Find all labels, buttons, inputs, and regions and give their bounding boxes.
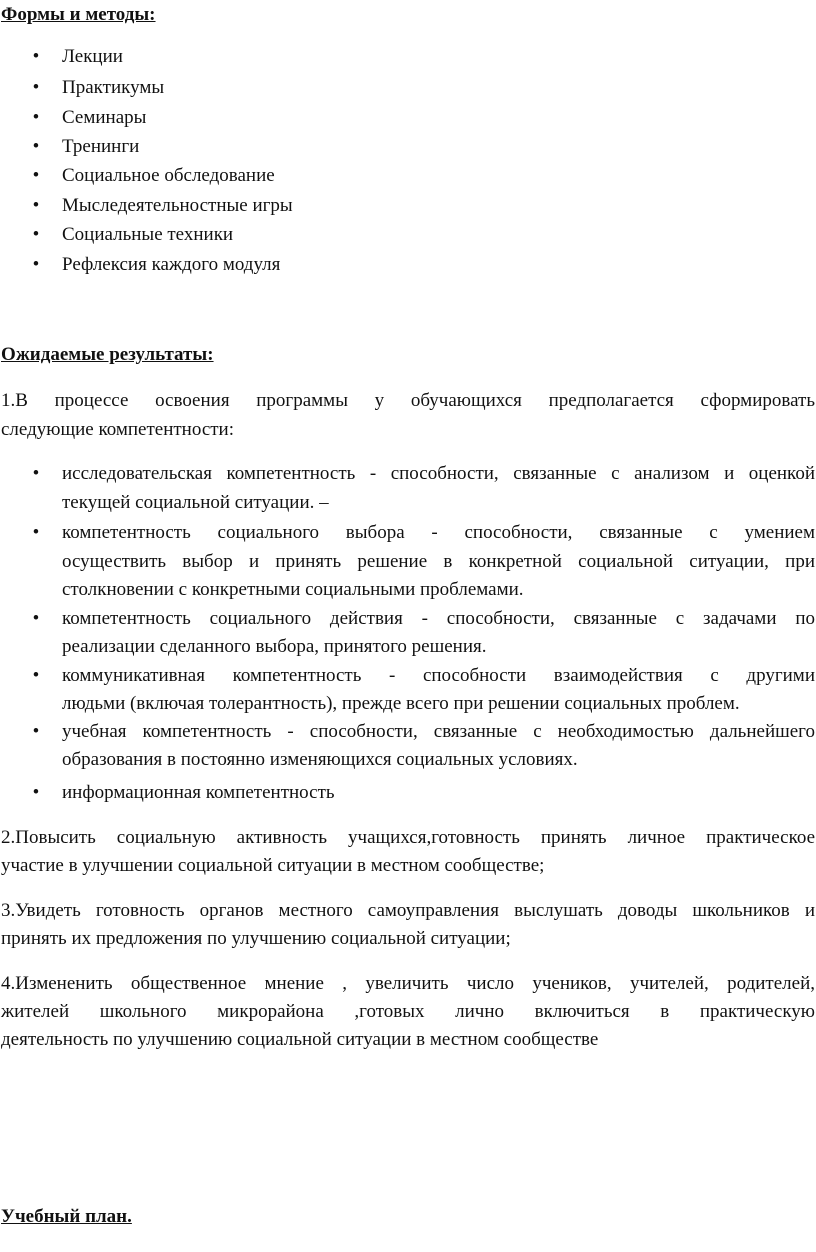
bullet-icon: • xyxy=(32,46,40,67)
bullet-icon: • xyxy=(32,721,40,742)
bullet-icon: • xyxy=(32,195,40,216)
bullet-icon: • xyxy=(32,782,40,803)
list-item-line: реализации сделанного выбора, принятого решения. xyxy=(62,636,487,657)
list-item: Социальное обследование xyxy=(62,165,275,186)
paragraph-line: следующие компетентности: xyxy=(1,419,235,440)
paragraph-line: принять их предложения по улучшению социальной ситуации; xyxy=(1,928,511,949)
list-item-line: людьми (включая толерантность), прежде всего при решении социальных проблем. xyxy=(62,693,740,714)
bullet-icon: • xyxy=(32,254,40,275)
list-item: Практикумы xyxy=(62,77,165,98)
results-heading: Ожидаемые результаты: xyxy=(1,344,214,365)
bullet-icon: • xyxy=(32,463,40,484)
list-item: Рефлексия каждого модуля xyxy=(62,254,281,275)
list-item: Семинары xyxy=(62,107,147,128)
bullet-icon: • xyxy=(32,136,40,157)
list-item-line: исследовательская компетентность - способности, связанные с анализом и оценкой xyxy=(62,463,815,484)
bullet-icon: • xyxy=(32,165,40,186)
paragraph-line: участие в улучшении социальной ситуации в местном сообществе; xyxy=(1,855,545,876)
paragraph-line: 3.Увидеть готовность органов местного самоуправления выслушать доводы школьников и xyxy=(1,900,815,921)
list-item-line: текущей социальной ситуации. – xyxy=(62,492,329,513)
paragraph-line: жителей школьного микрорайона ,готовых лично включиться в практическую xyxy=(1,1001,815,1022)
forms-heading: Формы и методы: xyxy=(1,4,156,25)
list-item: Социальные техники xyxy=(62,224,234,245)
list-item-line: осуществить выбор и принять решение в конкретной социальной ситуации, при xyxy=(62,551,815,572)
bullet-icon: • xyxy=(32,665,40,686)
paragraph-line: 4.Измененить общественное мнение , увеличить число учеников, учителей, родителей, xyxy=(1,973,815,994)
plan-heading: Учебный план. xyxy=(1,1206,132,1227)
list-item-line: столкновении с конкретными социальными проблемами. xyxy=(62,579,524,600)
list-item-line: компетентность социального выбора - способности, связанные с умением xyxy=(62,522,815,543)
list-item: Лекции xyxy=(62,46,123,67)
list-item: Мыследеятельностные игры xyxy=(62,195,293,216)
list-item-line: учебная компетентность - способности, связанные с необходимостью дальнейшего xyxy=(62,721,815,742)
list-item: Тренинги xyxy=(62,136,140,157)
bullet-icon: • xyxy=(32,522,40,543)
paragraph-line: деятельность по улучшению социальной ситуации в местном сообществе xyxy=(1,1029,599,1050)
bullet-icon: • xyxy=(32,224,40,245)
list-item-line: информационная компетентность xyxy=(62,782,335,803)
list-item-line: компетентность социального действия - способности, связанные с задачами по xyxy=(62,608,815,629)
list-item-line: образования в постоянно изменяющихся социальных условиях. xyxy=(62,749,578,770)
bullet-icon: • xyxy=(32,608,40,629)
paragraph-line: 2.Повысить социальную активность учащихся,готовность принять личное практическое xyxy=(1,827,815,848)
bullet-icon: • xyxy=(32,107,40,128)
bullet-icon: • xyxy=(32,77,40,98)
paragraph-line: 1.В процессе освоения программы у обучающихся предполагается сформировать xyxy=(1,390,815,411)
list-item-line: коммуникативная компетентность - способности взаимодействия с другими xyxy=(62,665,815,686)
